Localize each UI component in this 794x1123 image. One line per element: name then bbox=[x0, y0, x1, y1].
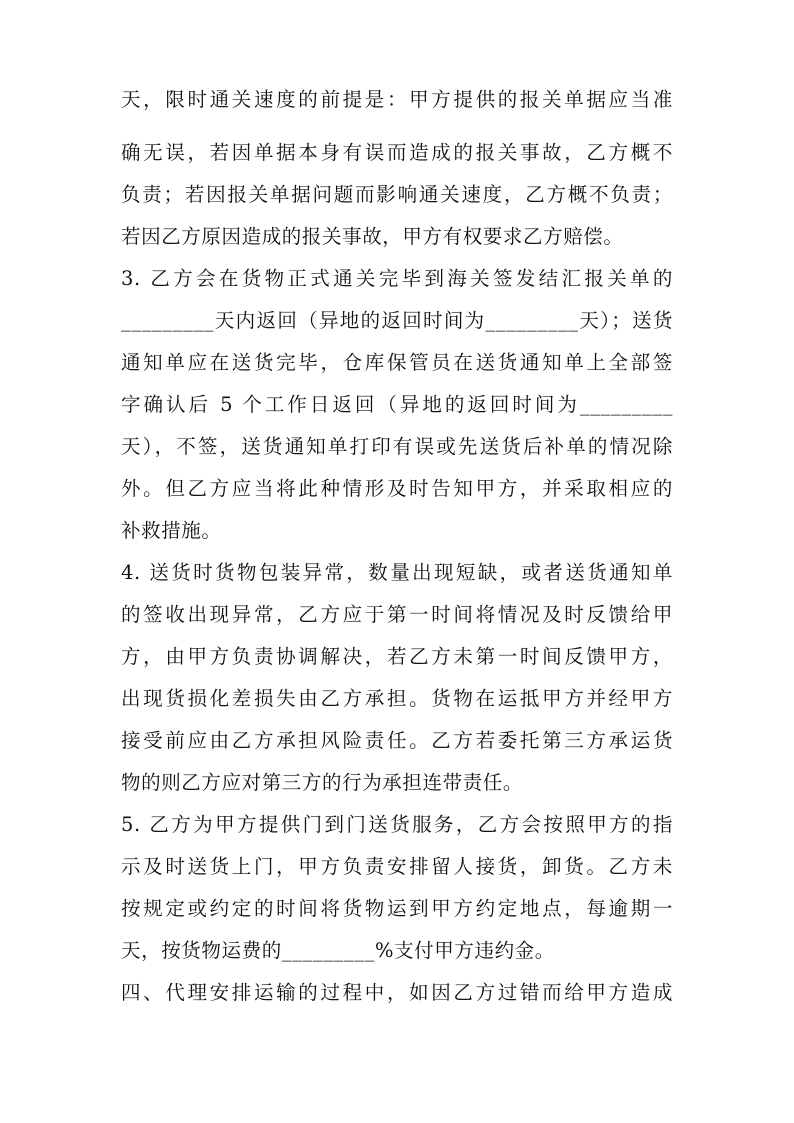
text-line: 4. 送货时货物包装异常，数量出现短缺，或者送货通知单 bbox=[121, 561, 673, 584]
text-line: 外。但乙方应当将此种情形及时告知甲方，并采取相应的 bbox=[121, 477, 673, 500]
text-line: 字确认后 5 个工作日返回（异地的返回时间为_________ bbox=[121, 393, 673, 416]
text-line: 通知单应在送货完毕，仓库保管员在送货通知单上全部签 bbox=[121, 351, 673, 374]
text-line: 示及时送货上门，甲方负责安排留人接货，卸货。乙方未 bbox=[121, 855, 673, 878]
text-line: 天，按货物运费的_________%支付甲方违约金。 bbox=[121, 939, 555, 962]
text-line: 若因乙方原因造成的报关事故，甲方有权要求乙方赔偿。 bbox=[121, 225, 624, 248]
text-line: 补救措施。 bbox=[121, 519, 222, 542]
text-line: 物的则乙方应对第三方的行为承担连带责任。 bbox=[121, 771, 524, 794]
text-line: 接受前应由乙方承担风险责任。乙方若委托第三方承运货 bbox=[121, 729, 673, 752]
text-line: 天），不签，送货通知单打印有误或先送货后补单的情况除 bbox=[121, 435, 673, 458]
text-line: 的签收出现异常，乙方应于第一时间将情况及时反馈给甲 bbox=[121, 603, 673, 626]
text-line: _________天内返回（异地的返回时间为_________天）；送货 bbox=[121, 309, 673, 332]
text-line: 出现货损化差损失由乙方承担。货物在运抵甲方并经甲方 bbox=[121, 687, 673, 710]
text-line: 四、代理安排运输的过程中，如因乙方过错而给甲方造成 bbox=[121, 981, 673, 1004]
text-line: 天，限时通关速度的前提是：甲方提供的报关单据应当准 bbox=[121, 88, 673, 111]
text-line: 方，由甲方负责协调解决，若乙方未第一时间反馈甲方， bbox=[121, 645, 673, 668]
text-line: 确无误，若因单据本身有误而造成的报关事故，乙方概不 bbox=[121, 141, 673, 164]
text-line: 5. 乙方为甲方提供门到门送货服务，乙方会按照甲方的指 bbox=[121, 813, 673, 836]
text-line: 负责；若因报关单据问题而影响通关速度，乙方概不负责； bbox=[121, 183, 673, 206]
text-line: 按规定或约定的时间将货物运到甲方约定地点，每逾期一 bbox=[121, 897, 673, 920]
text-line: 3. 乙方会在货物正式通关完毕到海关签发结汇报关单的 bbox=[121, 267, 673, 290]
